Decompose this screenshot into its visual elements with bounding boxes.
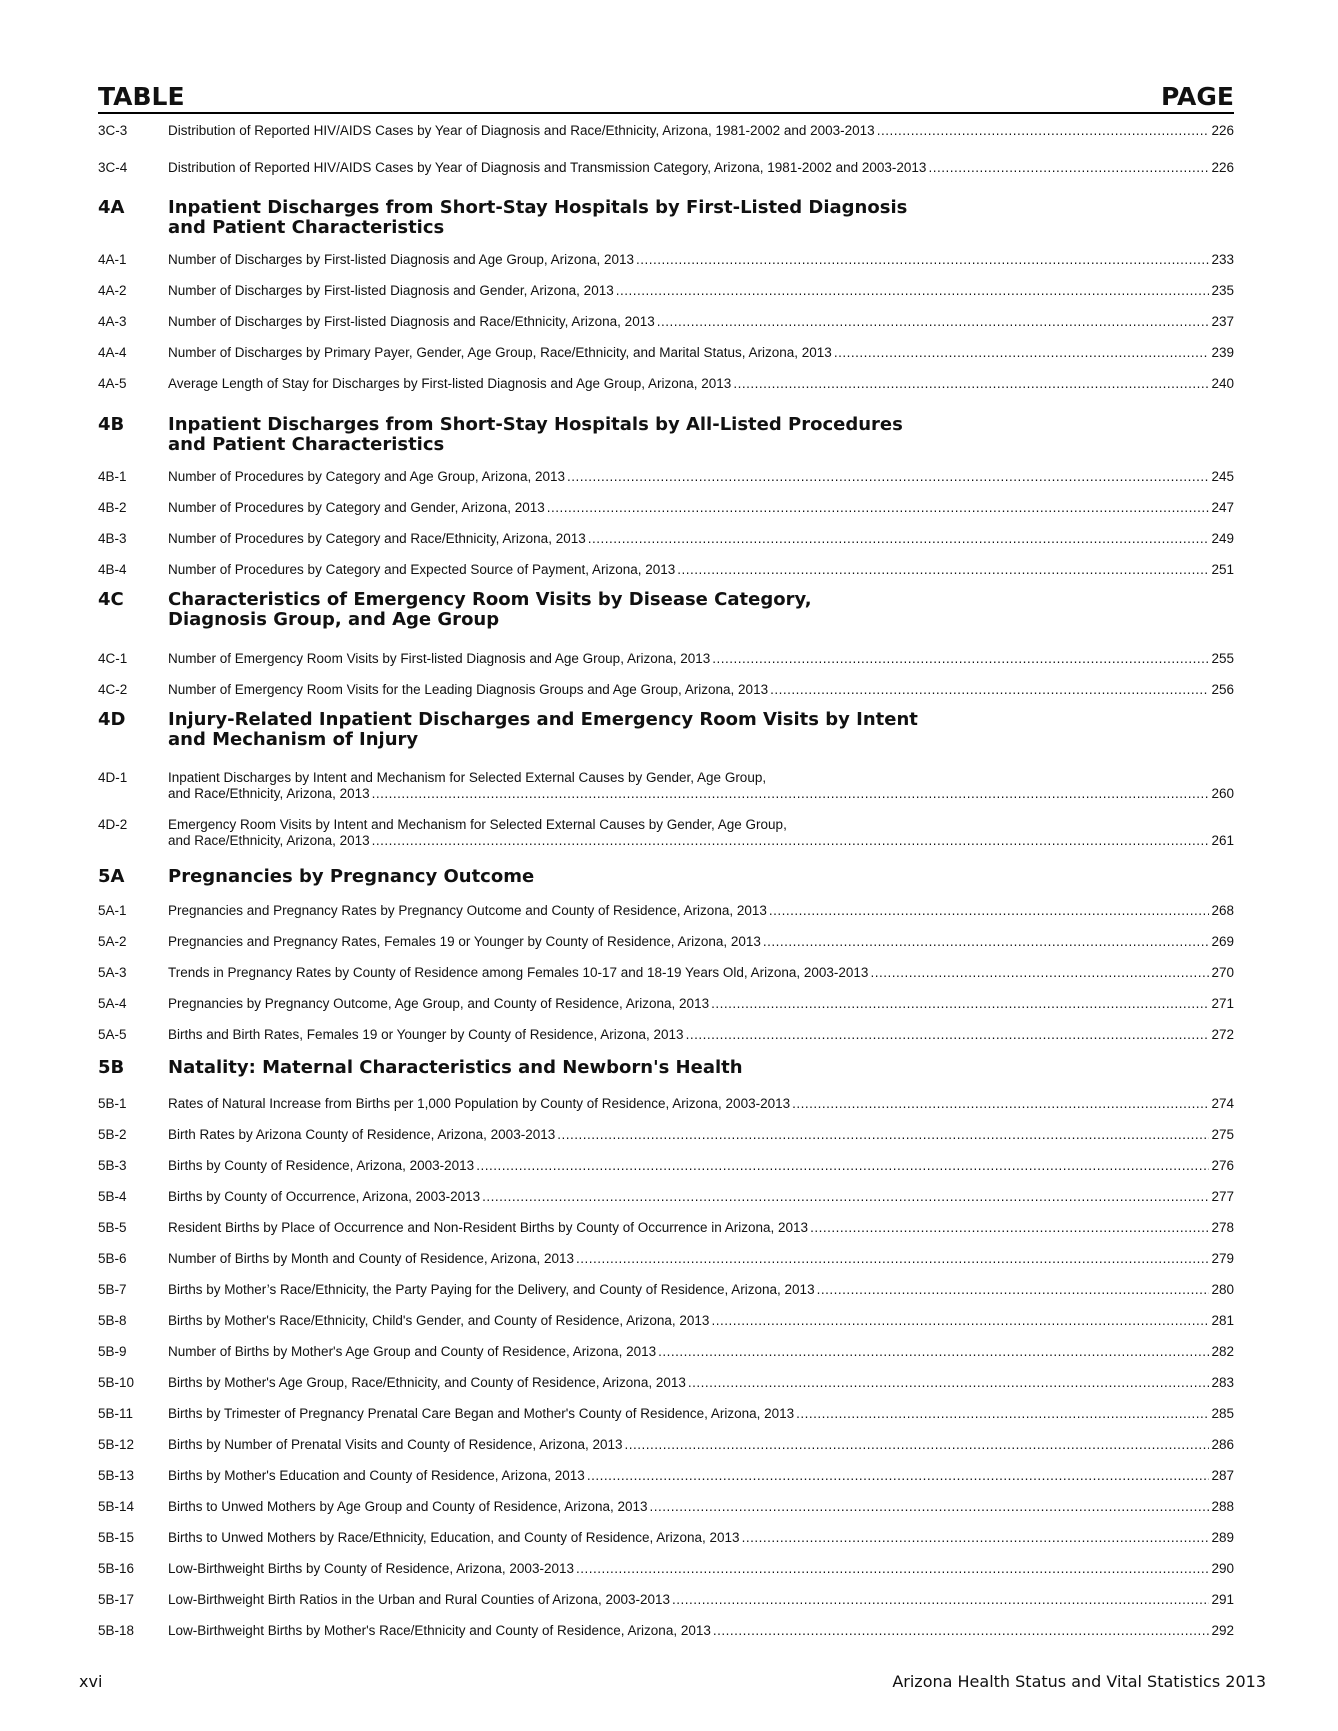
page-number-ref: 272 <box>1211 1027 1234 1042</box>
page-number-ref: 288 <box>1211 1499 1234 1514</box>
page-number-ref: 237 <box>1211 314 1234 329</box>
dot-leader <box>657 314 1210 330</box>
table-code: 5B-18 <box>98 1623 135 1638</box>
toc-leader-line <box>168 160 1234 176</box>
toc-leader-line <box>168 1027 1234 1043</box>
dot-leader <box>770 682 1209 698</box>
toc-leader-line <box>168 1189 1234 1205</box>
dot-leader <box>625 1437 1210 1453</box>
page-number-ref: 292 <box>1211 1623 1234 1638</box>
section-code: 4B <box>98 414 125 435</box>
dot-leader <box>616 283 1210 299</box>
page-number-ref: 269 <box>1211 934 1234 949</box>
table-title: Rates of Natural Increase from Births per 1,000 Population by County of Residence, Arizona, 2003-2013 <box>168 1096 791 1111</box>
page-number-ref: 282 <box>1211 1344 1234 1359</box>
table-title: Births by Number of Prenatal Visits and County of Residence, Arizona, 2013 <box>168 1437 623 1452</box>
toc-leader-line <box>168 934 1234 950</box>
dot-leader <box>557 1127 1209 1143</box>
table-title: Low-Birthweight Births by County of Residence, Arizona, 2003-2013 <box>168 1561 574 1576</box>
dot-leader <box>372 786 1210 802</box>
toc-leader-line <box>168 1158 1234 1174</box>
dot-leader <box>817 1282 1210 1298</box>
table-title: Number of Procedures by Category and Race/Ethnicity, Arizona, 2013 <box>168 531 586 546</box>
dot-leader <box>588 531 1210 547</box>
section-title: Diagnosis Group, and Age Group <box>168 609 500 630</box>
page-number-ref: 239 <box>1211 345 1234 360</box>
page-number-ref: 240 <box>1211 376 1234 391</box>
page-number-ref: 261 <box>1211 833 1234 848</box>
table-code: 5B-17 <box>98 1592 135 1607</box>
table-code: 3C-3 <box>98 123 128 138</box>
dot-leader <box>587 1468 1210 1484</box>
toc-leader-line <box>168 1468 1234 1484</box>
toc-leader-line <box>168 500 1234 516</box>
table-code: 4B-2 <box>98 500 127 515</box>
section-code: 5B <box>98 1057 125 1078</box>
table-title: Births to Unwed Mothers by Race/Ethnicity, Education, and County of Residence, Arizona, 2013 <box>168 1530 740 1545</box>
page-number-ref: 285 <box>1211 1406 1234 1421</box>
page-number-ref: 271 <box>1211 996 1234 1011</box>
table-title: Births by County of Occurrence, Arizona, 2003-2013 <box>168 1189 481 1204</box>
table-title: Low-Birthweight Births by Mother's Race/Ethnicity and County of Residence, Arizona, 2013 <box>168 1623 711 1638</box>
dot-leader <box>792 1096 1209 1112</box>
toc-leader-line <box>168 562 1234 578</box>
dot-leader <box>476 1158 1209 1174</box>
table-title: Number of Emergency Room Visits by First-listed Diagnosis and Age Group, Arizona, 2013 <box>168 651 711 666</box>
page-number-ref: 274 <box>1211 1096 1234 1111</box>
table-code: 4C-2 <box>98 682 128 697</box>
table-code: 4A-4 <box>98 345 127 360</box>
dot-leader <box>482 1189 1209 1205</box>
table-code: 5B-13 <box>98 1468 135 1483</box>
toc-leader-line <box>168 996 1234 1012</box>
table-title: Trends in Pregnancy Rates by County of Residence among Females 10-17 and 18-19 Years Old, Arizona, 2003-2013 <box>168 965 869 980</box>
table-code: 5B-16 <box>98 1561 135 1576</box>
table-title: Births and Birth Rates, Females 19 or Younger by County of Residence, Arizona, 2013 <box>168 1027 684 1042</box>
dot-leader <box>796 1406 1209 1422</box>
toc-leader-line <box>168 651 1234 667</box>
toc-leader-line <box>168 903 1234 919</box>
page-number-ref: 281 <box>1211 1313 1234 1328</box>
dot-leader <box>686 1027 1210 1043</box>
dot-leader <box>742 1530 1210 1546</box>
section-title: Inpatient Discharges from Short-Stay Hospitals by First-Listed Diagnosis <box>168 197 908 218</box>
toc-leader-line <box>168 1592 1234 1608</box>
dot-leader <box>928 160 1209 176</box>
toc-leader-line <box>168 531 1234 547</box>
table-code: 5B-7 <box>98 1282 127 1297</box>
page-number-ref: 245 <box>1211 469 1234 484</box>
table-title: Number of Discharges by First-listed Diagnosis and Race/Ethnicity, Arizona, 2013 <box>168 314 655 329</box>
table-code: 5B-10 <box>98 1375 135 1390</box>
toc-leader-line <box>168 682 1234 698</box>
dot-leader <box>870 965 1209 981</box>
table-code: 5B-3 <box>98 1158 127 1173</box>
section-title: and Patient Characteristics <box>168 217 445 238</box>
table-code: 4A-3 <box>98 314 127 329</box>
table-code: 5B-11 <box>98 1406 134 1421</box>
section-code: 4C <box>98 589 124 610</box>
toc-leader-line <box>168 1437 1234 1453</box>
dot-leader <box>636 252 1209 268</box>
page-number-ref: 251 <box>1211 562 1234 577</box>
table-column-label: TABLE <box>98 82 185 111</box>
table-code: 4B-1 <box>98 469 127 484</box>
table-title: Number of Procedures by Category and Expected Source of Payment, Arizona, 2013 <box>168 562 676 577</box>
toc-leader-line <box>168 1406 1234 1422</box>
toc-leader-line <box>168 1251 1234 1267</box>
table-title: Average Length of Stay for Discharges by First-listed Diagnosis and Age Group, Arizona, 2013 <box>168 376 732 391</box>
dot-leader <box>711 996 1209 1012</box>
dot-leader <box>713 1623 1210 1639</box>
section-title: Characteristics of Emergency Room Visits by Disease Category, <box>168 589 812 610</box>
table-title: Births by County of Residence, Arizona, 2003-2013 <box>168 1158 475 1173</box>
table-title: Number of Births by Month and County of Residence, Arizona, 2013 <box>168 1251 574 1266</box>
table-title: Birth Rates by Arizona County of Residence, Arizona, 2003-2013 <box>168 1127 556 1142</box>
page-number-ref: 255 <box>1211 651 1234 666</box>
dot-leader <box>567 469 1209 485</box>
table-title: Births by Trimester of Pregnancy Prenatal Care Began and Mother's County of Residence, Arizona, 2013 <box>168 1406 795 1421</box>
publication-title: Arizona Health Status and Vital Statistics 2013 <box>892 1672 1266 1691</box>
dot-leader <box>877 123 1210 139</box>
page-number-ref: 291 <box>1211 1592 1234 1607</box>
toc-leader-line <box>168 1127 1234 1143</box>
table-title: Births by Mother's Race/Ethnicity, Child's Gender, and County of Residence, Arizona, 2013 <box>168 1313 710 1328</box>
section-code: 5A <box>98 866 125 887</box>
table-title: Pregnancies and Pregnancy Rates, Females 19 or Younger by County of Residence, Arizona, 2013 <box>168 934 761 949</box>
section-code: 4A <box>98 197 125 218</box>
page-number-ref: 235 <box>1211 283 1234 298</box>
table-title: Number of Discharges by First-listed Diagnosis and Gender, Arizona, 2013 <box>168 283 614 298</box>
dot-leader <box>576 1251 1209 1267</box>
table-title: Low-Birthweight Birth Ratios in the Urban and Rural Counties of Arizona, 2003-2013 <box>168 1592 671 1607</box>
toc-leader-line <box>168 1096 1234 1112</box>
toc-leader-line <box>168 1282 1234 1298</box>
table-code: 4D-1 <box>98 770 128 785</box>
table-code: 5B-14 <box>98 1499 135 1514</box>
page-number-ref: 249 <box>1211 531 1234 546</box>
table-code: 4D-2 <box>98 817 128 832</box>
toc-leader-line <box>168 1499 1234 1515</box>
table-title: Number of Discharges by First-listed Diagnosis and Age Group, Arizona, 2013 <box>168 252 634 267</box>
toc-leader-line <box>168 786 1234 802</box>
page-number-ref: 280 <box>1211 1282 1234 1297</box>
page-number-ref: 247 <box>1211 500 1234 515</box>
dot-leader <box>733 376 1209 392</box>
toc-leader-line <box>168 1344 1234 1360</box>
page-number-ref: 270 <box>1211 965 1234 980</box>
table-code: 5B-15 <box>98 1530 135 1545</box>
table-title: Number of Emergency Room Visits for the Leading Diagnosis Groups and Age Group, Arizona, 2013 <box>168 682 769 697</box>
dot-leader <box>688 1375 1210 1391</box>
toc-header <box>98 82 1234 114</box>
table-code: 5B-12 <box>98 1437 135 1452</box>
toc-leader-line <box>168 314 1234 330</box>
toc-leader-line <box>168 1530 1234 1546</box>
page-number-ref: 275 <box>1211 1127 1234 1142</box>
section-title: and Patient Characteristics <box>168 434 445 455</box>
toc-leader-line <box>168 376 1234 392</box>
page-number-ref: 278 <box>1211 1220 1234 1235</box>
table-title: and Race/Ethnicity, Arizona, 2013 <box>168 833 370 848</box>
table-code: 5A-3 <box>98 965 127 980</box>
page-number-ref: 289 <box>1211 1530 1234 1545</box>
page-number-ref: 226 <box>1211 123 1234 138</box>
table-code: 5B-6 <box>98 1251 127 1266</box>
table-title: and Race/Ethnicity, Arizona, 2013 <box>168 786 370 801</box>
table-code: 5B-8 <box>98 1313 127 1328</box>
table-code: 5A-1 <box>98 903 127 918</box>
table-title: Resident Births by Place of Occurrence and Non-Resident Births by County of Occurrence in Arizona, 2013 <box>168 1220 809 1235</box>
page-number-ref: 283 <box>1211 1375 1234 1390</box>
table-code: 5B-9 <box>98 1344 127 1359</box>
table-code: 4C-1 <box>98 651 128 666</box>
toc-leader-line <box>168 1313 1234 1329</box>
table-title: Births by Mother's Age Group, Race/Ethnicity, and County of Residence, Arizona, 2013 <box>168 1375 686 1390</box>
page-number-ref: 226 <box>1211 160 1234 175</box>
toc-leader-line <box>168 965 1234 981</box>
table-title-line: Emergency Room Visits by Intent and Mechanism for Selected External Causes by Gender, Age Group, <box>168 817 787 832</box>
toc-leader-line <box>168 1375 1234 1391</box>
toc-leader-line <box>168 469 1234 485</box>
table-code: 5A-2 <box>98 934 127 949</box>
table-title: Pregnancies by Pregnancy Outcome, Age Group, and County of Residence, Arizona, 2013 <box>168 996 710 1011</box>
table-code: 4A-2 <box>98 283 127 298</box>
dot-leader <box>650 1499 1210 1515</box>
table-code: 5A-4 <box>98 996 127 1011</box>
table-title: Number of Procedures by Category and Gender, Arizona, 2013 <box>168 500 545 515</box>
table-title: Distribution of Reported HIV/AIDS Cases by Year of Diagnosis and Transmission Category, Arizona, 1981-2002 and 2003-2013 <box>168 160 927 175</box>
toc-leader-line <box>168 833 1234 849</box>
section-title: and Mechanism of Injury <box>168 729 419 750</box>
toc-leader-line <box>168 283 1234 299</box>
page-number-ref: 260 <box>1211 786 1234 801</box>
table-code: 5B-5 <box>98 1220 127 1235</box>
section-code: 4D <box>98 709 126 730</box>
table-code: 4B-3 <box>98 531 127 546</box>
table-code: 4A-5 <box>98 376 127 391</box>
toc-leader-line <box>168 123 1234 139</box>
dot-leader <box>834 345 1210 361</box>
toc-leader-line <box>168 1561 1234 1577</box>
toc-leader-line <box>168 252 1234 268</box>
table-code: 3C-4 <box>98 160 128 175</box>
dot-leader <box>763 934 1210 950</box>
page-number-ref: 276 <box>1211 1158 1234 1173</box>
table-code: 5A-5 <box>98 1027 127 1042</box>
dot-leader <box>810 1220 1209 1236</box>
dot-leader <box>769 903 1210 919</box>
toc-leader-line <box>168 345 1234 361</box>
page-number-ref: 268 <box>1211 903 1234 918</box>
section-title: Inpatient Discharges from Short-Stay Hospitals by All-Listed Procedures <box>168 414 903 435</box>
table-title: Number of Discharges by Primary Payer, Gender, Age Group, Race/Ethnicity, and Marital Status, Arizona, 2013 <box>168 345 832 360</box>
page-number-ref: 279 <box>1211 1251 1234 1266</box>
section-title: Injury-Related Inpatient Discharges and Emergency Room Visits by Intent <box>168 709 918 730</box>
page-number-ref: 233 <box>1211 252 1234 267</box>
dot-leader <box>372 833 1210 849</box>
dot-leader <box>658 1344 1209 1360</box>
page-number-ref: 290 <box>1211 1561 1234 1576</box>
table-code: 5B-1 <box>98 1096 127 1111</box>
page-number-ref: 286 <box>1211 1437 1234 1452</box>
page-number-ref: 287 <box>1211 1468 1234 1483</box>
table-code: 4B-4 <box>98 562 127 577</box>
page-column-label: PAGE <box>1161 82 1234 111</box>
table-title: Number of Procedures by Category and Age Group, Arizona, 2013 <box>168 469 565 484</box>
table-code: 5B-2 <box>98 1127 127 1142</box>
table-title: Number of Births by Mother's Age Group and County of Residence, Arizona, 2013 <box>168 1344 657 1359</box>
table-title: Births by Mother's Education and County of Residence, Arizona, 2013 <box>168 1468 585 1483</box>
table-title: Distribution of Reported HIV/AIDS Cases by Year of Diagnosis and Race/Ethnicity, Arizona, 1981-2002 and 2003-2013 <box>168 123 875 138</box>
page-number-ref: 277 <box>1211 1189 1234 1204</box>
section-title: Natality: Maternal Characteristics and Newborn's Health <box>168 1057 743 1078</box>
dot-leader <box>677 562 1209 578</box>
table-title: Births to Unwed Mothers by Age Group and County of Residence, Arizona, 2013 <box>168 1499 648 1514</box>
page-number-ref: 256 <box>1211 682 1234 697</box>
dot-leader <box>576 1561 1209 1577</box>
dot-leader <box>547 500 1210 516</box>
page-number: xvi <box>79 1672 103 1691</box>
dot-leader <box>711 1313 1209 1329</box>
table-code: 4A-1 <box>98 252 127 267</box>
table-title: Births by Mother’s Race/Ethnicity, the Party Paying for the Delivery, and County of Residence, Arizona, 2013 <box>168 1282 815 1297</box>
table-title: Pregnancies and Pregnancy Rates by Pregnancy Outcome and County of Residence, Arizona, 2013 <box>168 903 767 918</box>
table-title-line: Inpatient Discharges by Intent and Mechanism for Selected External Causes by Gender, Age Group, <box>168 770 767 785</box>
toc-leader-line <box>168 1220 1234 1236</box>
table-code: 5B-4 <box>98 1189 127 1204</box>
toc-leader-line <box>168 1623 1234 1639</box>
dot-leader <box>672 1592 1209 1608</box>
dot-leader <box>712 651 1209 667</box>
section-title: Pregnancies by Pregnancy Outcome <box>168 866 535 887</box>
